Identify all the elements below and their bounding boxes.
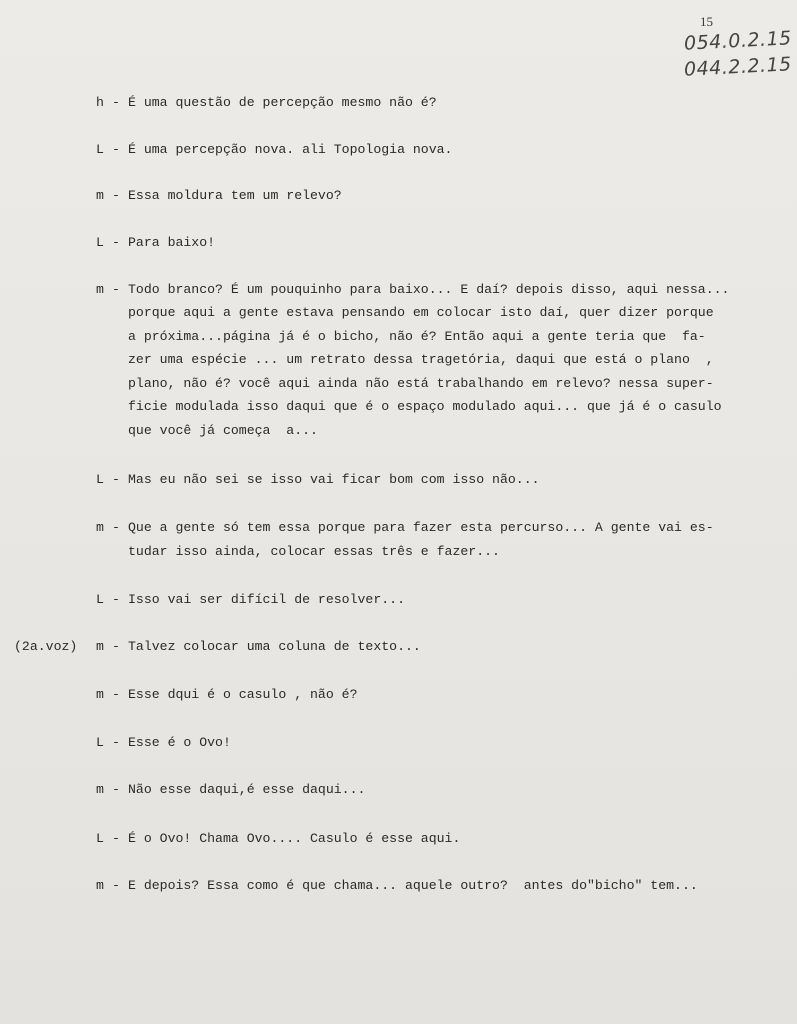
dialogue-line: Que a gente só tem essa porque para fazer esta percurso... A gente vai es- [128,520,714,535]
dialogue-line: a próxima...página já é o bicho, não é? Então aqui a gente teria que fa- [128,329,706,344]
dialogue-line: É uma questão de percepção mesmo não é? [128,95,437,110]
speaker-label: L [96,142,104,157]
archive-reference-2: 044.2.2.15 [683,53,793,81]
speaker-dash: - [112,235,120,250]
speaker-dash: - [112,831,120,846]
dialogue-line: Todo branco? É um pouquinho para baixo... E daí? depois disso, aqui nessa... [128,282,730,297]
dialogue-line: Esse é o Ovo! [128,735,231,750]
dialogue-line: porque aqui a gente estava pensando em colocar isto daí, quer dizer porque [128,305,714,320]
speaker-dash: - [112,592,120,607]
speaker-label: m [96,188,104,203]
dialogue-line: Para baixo! [128,235,216,250]
dialogue-line: Não esse daqui,é esse daqui... [128,782,366,797]
speaker-label: L [96,831,104,846]
speaker-label: L [96,235,104,250]
speaker-label: m [96,782,104,797]
speaker-label: m [96,878,104,893]
speaker-dash: - [112,878,120,893]
speaker-dash: - [112,188,120,203]
dialogue-line: E depois? Essa como é que chama... aquele outro? antes do"bicho" tem... [128,878,698,893]
speaker-dash: - [112,95,120,110]
speaker-label: L [96,735,104,750]
dialogue-line: que você já começa a... [128,423,318,438]
dialogue-line: tudar isso ainda, colocar essas três e fazer... [128,544,500,559]
speaker-label: m [96,282,104,297]
speaker-dash: - [112,472,120,487]
dialogue-line: Essa moldura tem um relevo? [128,188,342,203]
dialogue-line: É uma percepção nova. ali Topologia nova. [128,142,453,157]
dialogue-line: ficie modulada isso daqui que é o espaço modulado aqui... que já é o casulo [128,399,722,414]
dialogue-line: zer uma espécie ... um retrato dessa tragetória, daqui que está o plano , [128,352,714,367]
voice-annotation: (2a.voz) [14,639,78,654]
speaker-label: L [96,472,104,487]
page-number: 15 [700,14,713,29]
speaker-label: m [96,520,104,535]
speaker-label: L [96,592,104,607]
speaker-label: m [96,687,104,702]
dialogue-line: Mas eu não sei se isso vai ficar bom com isso não... [128,472,540,487]
dialogue-line: Talvez colocar uma coluna de texto... [128,639,421,654]
archive-reference-1: 054.0.2.15 [683,27,793,55]
dialogue-line: plano, não é? você aqui ainda não está trabalhando em relevo? nessa super- [128,376,714,391]
speaker-dash: - [112,639,120,654]
dialogue-line: É o Ovo! Chama Ovo.... Casulo é esse aqui. [128,831,461,846]
speaker-dash: - [112,735,120,750]
speaker-dash: - [112,142,120,157]
dialogue-line: Esse dqui é o casulo , não é? [128,687,358,702]
speaker-label: m [96,639,104,654]
speaker-dash: - [112,687,120,702]
speaker-label: h [96,95,104,110]
speaker-dash: - [112,520,120,535]
speaker-dash: - [112,282,120,297]
speaker-dash: - [112,782,120,797]
dialogue-line: Isso vai ser difícil de resolver... [128,592,405,607]
